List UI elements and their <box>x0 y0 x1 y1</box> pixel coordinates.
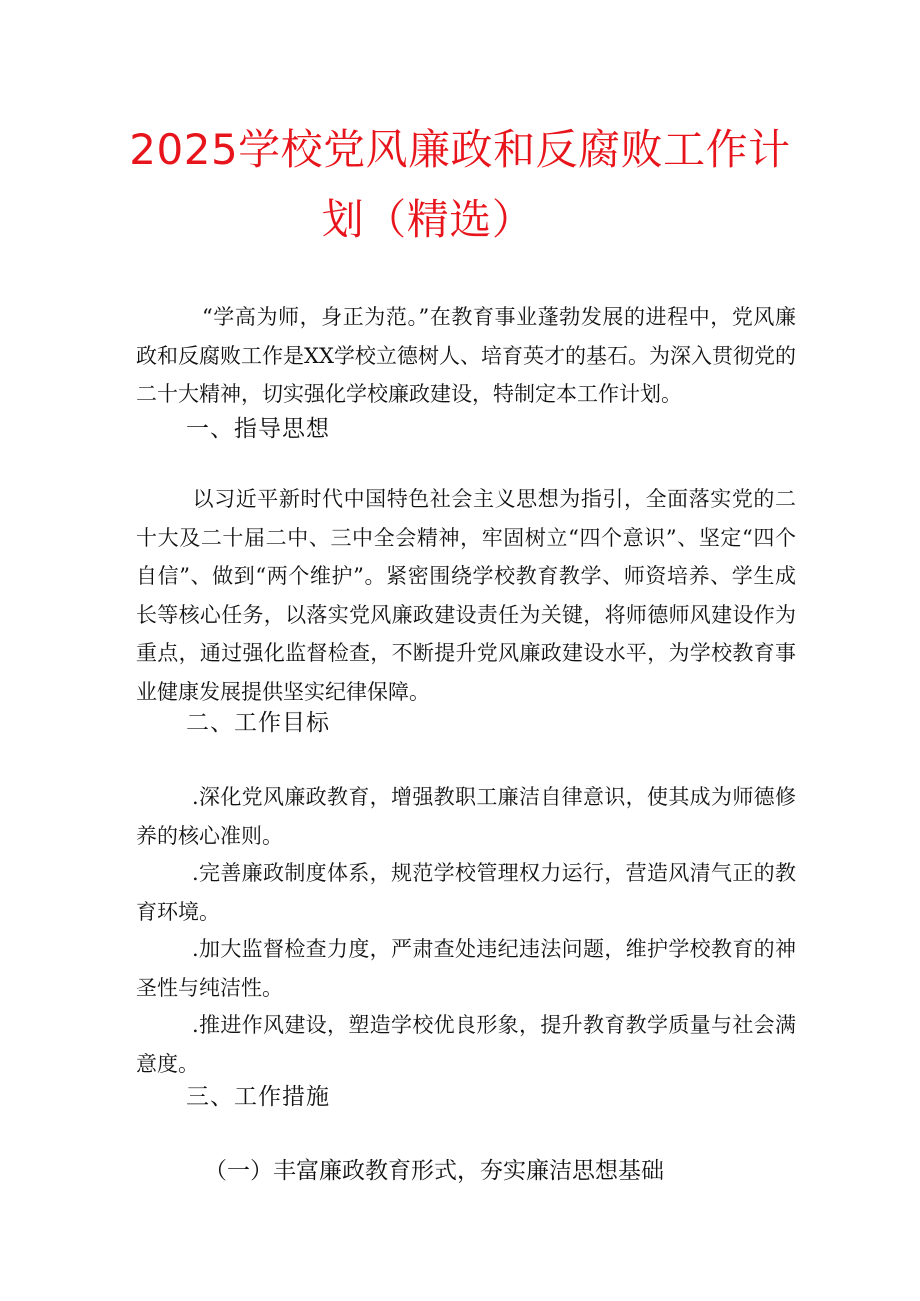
goal-item-text: .深化党风廉政教育，增强教职工廉洁自律意识，使其成为师德修养的核心准则。 <box>136 785 796 848</box>
goal-item <box>136 778 796 855</box>
goal-item <box>136 854 796 931</box>
document-title-line-1: 2025学校党风廉政和反腐败工作计 <box>129 125 791 174</box>
goal-item-text: .推进作风建设，塑造学校优良形象，提升教育教学质量与社会满意度。 <box>136 1013 796 1076</box>
document-title-line-2: 划（精选） <box>321 195 535 244</box>
goal-item <box>136 930 796 1007</box>
goal-item <box>136 1006 796 1083</box>
measures-subheading-1: （一）丰富廉政教育形式，夯实廉洁思想基础 <box>204 1158 664 1184</box>
guiding-paragraph <box>136 480 796 711</box>
intro-paragraph <box>136 298 796 414</box>
goal-item-text: .加大监督检查力度，严肃查处违纪违法问题，维护学校教育的神圣性与纯洁性。 <box>136 937 796 1000</box>
section-heading-goals: 二、工作目标 <box>186 710 330 736</box>
guiding-text: 以习近平新时代中国特色社会主义思想为指引，全面落实党的二十大及二十届二中、三中全会精神，牢固树立“四个意识”、坚定“四个自信”、做到“两个维护”。紧密围绕学校教育教学、师资培养、学生成长等核心任务，以落实党风廉政建设责任为关键，将师德师风建设作为重点，通过强化监督检查，不断提升党风廉政建设水平，为学校教育事业健康发展提供坚实纪律保障。 <box>136 487 796 704</box>
section-heading-guiding: 一、指导思想 <box>186 416 330 442</box>
intro-text: “学高为师，身正为范。”在教育事业蓬勃发展的进程中，党风廉政和反腐败工作是XX学校立德树人、培育英才的基石。为深入贯彻党的二十大精神，切实强化学校廉政建设，特制定本工作计划。 <box>136 305 796 406</box>
section-heading-measures: 三、工作措施 <box>186 1084 330 1110</box>
goal-item-text: .完善廉政制度体系，规范学校管理权力运行，营造风清气正的教育环境。 <box>136 861 796 924</box>
